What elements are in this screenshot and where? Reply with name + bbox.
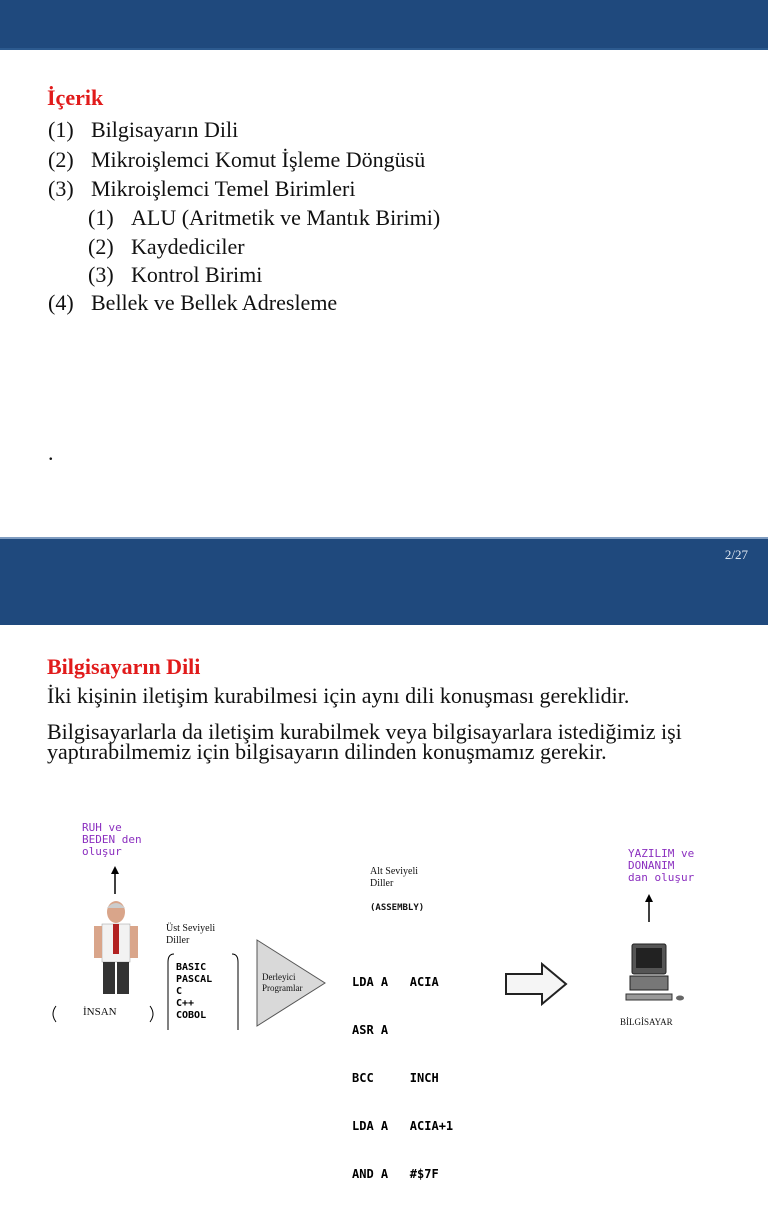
human-arrow-icon [110, 866, 120, 896]
computer-icon [622, 942, 686, 1006]
list-item-number: (3) [88, 262, 114, 287]
high-level-languages [176, 962, 212, 1022]
human-label: İNSAN [83, 1006, 117, 1018]
list-item-label: Mikroişlemci Komut İşleme Döngüsü [91, 147, 426, 172]
human-bracket-icon [48, 1004, 158, 1024]
assembly-code [352, 942, 453, 1214]
list-item-label: Mikroişlemci Temel Birimleri [91, 176, 356, 201]
slide2-title: Bilgisayarın Dili [47, 654, 201, 679]
page-number: 2/27 [724, 547, 748, 562]
list-item [88, 205, 440, 231]
high-level-title: Üst Seviyeli Diller [166, 923, 216, 946]
list-item-label: Kaydediciler [131, 234, 245, 259]
low-level-title: Alt Seviyeli Diller [370, 866, 419, 889]
list-item [48, 176, 355, 202]
slide2-header-bar [0, 577, 768, 625]
list-item-label: Bellek ve Bellek Adresleme [91, 290, 338, 315]
list-item-number: (2) [88, 234, 114, 259]
lang-item: BASIC [176, 962, 207, 973]
slide-title: İçerik [47, 85, 104, 110]
slide-footer-bar [0, 537, 768, 577]
asm-line: BCC INCH [352, 1071, 439, 1085]
lang-item: C++ [176, 998, 195, 1009]
list-item-number: (4) [48, 290, 74, 315]
list-item [48, 117, 238, 143]
list-item [48, 147, 425, 173]
list-item-number: (1) [48, 117, 74, 142]
list-item-label: ALU (Aritmetik ve Mantık Birimi) [131, 205, 441, 230]
computer-note: YAZILIM ve DONANIM dan oluşur [628, 847, 695, 884]
list-item-number: (3) [48, 176, 74, 201]
person-icon [86, 900, 146, 996]
list-item-label: Bilgisayarın Dili [91, 117, 239, 142]
list-item-number: (2) [48, 147, 74, 172]
low-level-subtitle: (ASSEMBLY) [370, 903, 425, 913]
human-note: RUH ve BEDEN den oluşur [82, 821, 142, 858]
list-item [88, 234, 245, 260]
computer-arrow-icon [644, 894, 654, 924]
stray-dot: . [48, 440, 54, 465]
list-item [88, 262, 262, 288]
asm-line: LDA A ACIA+1 [352, 1119, 454, 1133]
paragraph-1: İki kişinin iletişim kurabilmesi için aynı dili konuşması gereklidir. [47, 683, 630, 708]
lang-item: PASCAL [176, 974, 213, 985]
lang-item: COBOL [176, 1010, 207, 1021]
asm-line: LDA A ACIA [352, 975, 439, 989]
slide-header-bar [0, 0, 768, 50]
computer-label: BİLGİSAYAR [620, 1017, 673, 1027]
list-item-label: Kontrol Birimi [131, 262, 263, 287]
list-item-number: (1) [88, 205, 114, 230]
list-item [48, 290, 337, 316]
right-arrow-icon [504, 962, 568, 1006]
asm-line: ASR A [352, 1023, 389, 1037]
asm-line: AND A #$7F [352, 1167, 439, 1181]
compiler-label: Derleyici Programlar [262, 972, 303, 993]
paragraph-2: Bilgisayarlarla da iletişim kurabilmek veya bilgisayarlara istediğimiz işi yaptırabilmemiz için bilgisayarın dilinden konuşmamız gerekir. [47, 719, 682, 764]
lang-item: C [176, 986, 183, 997]
